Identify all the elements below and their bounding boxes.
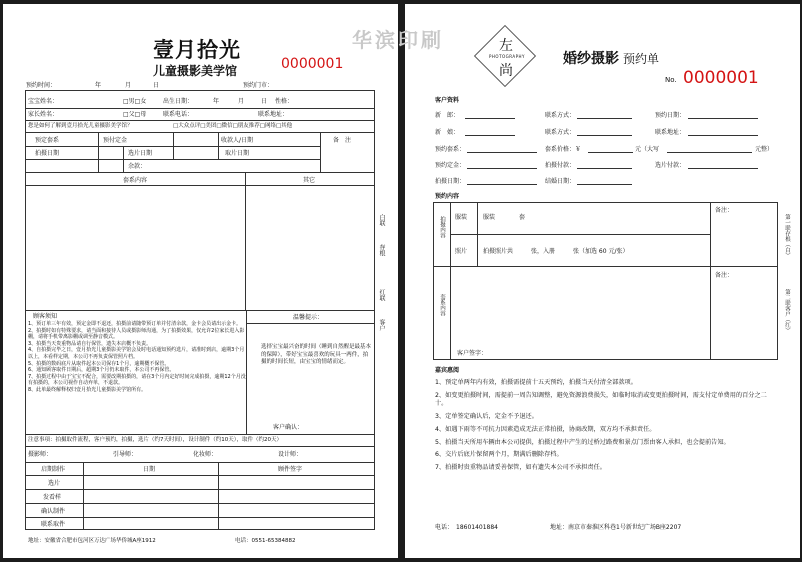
note-item: 1、预订单三年有效，预定金即不退还，拍摄前请随带预订单并付清余款，金卡会员请出示金卡。 xyxy=(28,321,242,327)
note-item: 5、拍摄的数码底片从取件起本公司保存1个月，逾期概不保管。 xyxy=(28,360,170,367)
other-label: 其它 xyxy=(303,177,316,184)
flow-row: 选片 xyxy=(48,480,61,487)
baby-name-label: 宝宝姓名： xyxy=(28,98,59,105)
footer-phone: 电话：0551-65384882 xyxy=(235,538,296,544)
rule-item: 5、拍摄当天所用车辆由本公司提供，拍摄过程中产生的过桥过路费和景点门票由客人承担，也会提前告知。 xyxy=(435,438,730,446)
year-label: 年 xyxy=(95,82,102,89)
pickup-date-label: 取片日期 xyxy=(225,150,250,157)
price-unit-2: 元整） xyxy=(755,146,774,153)
wedding-date-label: 结婚日期： xyxy=(545,178,576,185)
note-item: 8、此单最终解释权归壹月拾光儿童摄影美学馆所有。 xyxy=(28,386,147,393)
assistant-label: 引导师： xyxy=(113,451,138,458)
content-section: 预约内容 xyxy=(435,193,460,200)
pkg-content-label: 套系内容 xyxy=(439,294,445,316)
rule-item: 4、如遇下雨等不可抗力因素造成无法正常拍摄，协商改期，双方均不承担责任。 xyxy=(435,425,656,433)
photographer-label: 摄影师： xyxy=(28,451,53,458)
side-label: 白联 xyxy=(378,214,385,226)
rule-item: 2、如变更拍摄时间，需提前一周告知调整，避免资源浪费损失，如临时取消或变更拍摄时间，需支付定单费用的百分之二十。 xyxy=(435,391,767,408)
notes-label-2: 备注： xyxy=(715,272,734,279)
contact-label-1: 联系方式： xyxy=(545,112,576,119)
no-label: No. xyxy=(665,76,677,84)
nature-label: 性格： xyxy=(275,98,294,105)
package-price-label: 套系价格：￥ xyxy=(545,146,582,153)
customer-sign-label: 客户签字： xyxy=(457,350,488,357)
note-item: 2、拍摄时如有特殊要求，请当面和接待人员或摄影师沟通，为了拍摄效果，仅允许2位家长进入影棚，请将手机带离影棚或调至静音模式。 xyxy=(28,327,245,341)
tips-title: 温馨提示： xyxy=(293,314,324,321)
package-label: 预约套系： xyxy=(435,146,466,153)
shoot-pay-label: 拍摄付款： xyxy=(545,162,576,169)
receiver-label: 收款人/日期 xyxy=(221,137,254,144)
note-item: 7、拍摄过程中由于宝宝不配合，需要改期拍摄的，请在3个月内定好时间完成拍摄，逾期12个月没有拍摄的，本公司视作自动弃单，不退款。 xyxy=(28,373,246,387)
rule-item: 6、交片后底片保留两个月，期满后删除存档。 xyxy=(435,451,563,459)
package-label: 预定套系 xyxy=(35,137,60,144)
flow-row: 确认制件 xyxy=(41,508,66,515)
brand-logo: 壹月拾光 xyxy=(153,38,241,62)
deposit-label: 预付定金 xyxy=(103,137,128,144)
left-form-page: 壹月拾光 儿童摄影美学馆 0000001 预约时间： 年 月 日 预约门市： 宝宝姓名： □男□女 出生日期： 年 月 日 性格： 家长姓名： □父□母 联系电话： 联系地址： 您是如何了解到壹月拾光儿童摄影美学馆？ □大众点评□美团□微信□朋友推荐□网络□其他 预定套系 预付定金 收款人/日期 备 注 拍摄日期 选片日期 取片日期 余款： 套系内容 其它 顾客须知 1、预订单三年有效，预定金即不退还，拍摄前请随带预订单并付清余款，金卡会员请出示金卡。 2、拍摄时如有特殊要求，请当面和接待人员或摄影师沟通，为了拍摄效果，仅允许2位家长进入影棚，请将手机带离影棚或调至静音模式。 3、拍摄当天贵重物品请自行保管，遗失本店概不负责。 4、自拍摄完毕之日，壹月拾光儿童摄影美学馆会及时电话通知预约选片，请准时到店，逾期3个月以上，本看样定期，本公司不再负责保管照片档。 5、拍摄的数码底片从取件起本公司保存1个月，逾期概不保管。 6、通知顾客取件日期后，超期3个月仍未取件，本公司不再保管。 7、拍摄过程中由于宝宝不配合，需要改期拍摄的，请在3个月内定好时间完成拍摄，逾期12个月没有拍摄的，本公司视作自动弃单，不退款。 8、此单最终解释权归壹月拾光儿童摄影美学馆所有。 温馨提示： 选择宝宝最兴奋的时间（睡到自然醒是最基本的保障），带好宝宝最喜欢的玩具一两件，拍摄的时间长短，由宝宝的情绪而定。 客户确认： 注意事项：拍摄取件流程，客户预约，拍摄，选片（约7天时间），设计制件（约10天），取件（约20天） 摄影师： 引导师： 化妆师： 设计师： 启期制作 日期 顾件签字 选片 发看样 确认制件 联系取件 地址：安徽省合肥市包河区万达广场华侨城A座1912 电话：0551-65384882 白联 存根 红联 客户 xyxy=(3,4,398,558)
how-know-options[interactable]: □大众点评□美团□微信□朋友推荐□网络□其他 xyxy=(173,123,293,129)
footer-address: 地址：安徽省合肥市包河区万达广场华侨城A座1912 xyxy=(28,538,156,544)
rule-item: 1、预定单两年内有效，拍摄需提前十五天预约，拍摄当天付清全部款项。 xyxy=(435,379,637,386)
notes-label-1: 备注： xyxy=(715,207,734,214)
designer-label: 设计师： xyxy=(278,451,303,458)
side-label: 红联 xyxy=(378,289,385,301)
balance-label: 余款： xyxy=(128,163,147,170)
address-label: 联系地址： xyxy=(258,111,289,118)
customer-notes xyxy=(28,321,246,394)
makeup-label: 化妆师： xyxy=(193,451,218,458)
shoot-content-label: 拍摄内容 xyxy=(439,216,445,238)
content-table xyxy=(433,202,778,360)
process-note: 注意事项：拍摄取件流程，客户预约，拍摄，选片（约7天时间），设计制件（约10天），取件（约20天） xyxy=(28,437,282,443)
remark-label: 备 注 xyxy=(333,137,352,144)
bride-label: 新 娘： xyxy=(435,129,460,136)
gender-checkbox[interactable]: □男□女 xyxy=(123,98,147,105)
address-label: 联系地址： xyxy=(655,129,686,136)
price-unit: 元（大写 xyxy=(635,146,660,153)
side-label-2: 第二联客户（红） xyxy=(784,289,790,333)
form-number: 0000001 xyxy=(281,56,344,72)
contact-label-2: 联系方式： xyxy=(545,129,576,136)
footer-address: 地址：南京市秦淮区科巷1号新世纪广场B座2207 xyxy=(550,524,682,531)
rule-item: 3、定单签定确认后，定金不予退还。 xyxy=(435,413,538,421)
warm-section: 嘉宾惠阅 xyxy=(435,367,460,374)
side-label-1: 第一联存根（白） xyxy=(784,214,790,258)
brand-subtitle: 儿童摄影美学馆 xyxy=(153,64,238,78)
side-label: 客户 xyxy=(378,319,385,331)
appt-date-label: 预约日期： xyxy=(655,112,686,119)
right-form-page xyxy=(405,4,800,558)
note-item: 3、拍摄当天贵重物品请自行保管，遗失本店概不负责。 xyxy=(28,340,152,347)
pkg-content-label: 套系内容 xyxy=(123,177,148,184)
select-pay-label: 选片付款： xyxy=(655,162,686,169)
title-rest: 预约单 xyxy=(623,52,660,66)
flow-head-3: 顾件签字 xyxy=(278,466,303,473)
flow-row: 联系取件 xyxy=(41,521,66,528)
flow-head-1: 启期制作 xyxy=(41,466,66,473)
watermark: 华滨印刷 xyxy=(352,28,444,52)
rules-list xyxy=(435,379,775,477)
seal-text: PHOTOGRAPHY xyxy=(489,54,525,59)
flow-head-2: 日期 xyxy=(143,466,156,473)
footer-phone: 电话： 18601401884 xyxy=(435,524,498,531)
photos-label: 照片 xyxy=(455,248,468,255)
note-item: 4、自拍摄完毕之日，壹月拾光儿童摄影美学馆会及时电话通知预约选片，请准时到店，逾期3个月以上，本看样定期，本公司不再负责保管照片档。 xyxy=(28,347,245,360)
seal-char-top: 左 xyxy=(499,38,513,54)
customer-confirm-label: 客户确认： xyxy=(273,424,304,431)
groom-label: 新 郎： xyxy=(435,112,460,119)
select-date-label: 选片日期 xyxy=(128,150,153,157)
title-bold: 婚纱摄影 xyxy=(563,51,619,67)
rule-item: 7、拍摄时贵重物品请妥善保管，如有遗失本公司不承担责任。 xyxy=(435,463,606,471)
tips-text: 选择宝宝最兴奋的时间（睡到自然醒是最基本的保障），带好宝宝最喜欢的玩具一两件，拍摄的时间长短，由宝宝的情绪而定。 xyxy=(261,344,372,365)
notes-title: 顾客须知 xyxy=(33,313,58,320)
birth-label: 出生日期： xyxy=(163,98,194,105)
relation-checkbox[interactable]: □父□母 xyxy=(123,111,147,118)
shoot-date-label: 拍摄日期： xyxy=(435,178,466,185)
deposit-label: 预约定金： xyxy=(435,162,466,169)
appt-time-label: 预约时间： xyxy=(26,82,57,89)
shoot-date-label: 拍摄日期 xyxy=(35,150,60,157)
parent-name-label: 家长姓名： xyxy=(28,111,59,118)
how-know-label: 您是如何了解到壹月拾光儿童摄影美学馆？ xyxy=(28,123,133,129)
appt-store-label: 预约门市： xyxy=(243,82,274,89)
day-label: 日 xyxy=(153,82,160,89)
seal-char-bottom: 尚 xyxy=(499,63,513,79)
month-label: 月 xyxy=(125,82,132,89)
note-item: 6、通知顾客取件日期后，超期3个月仍未取件，本公司不再保管。 xyxy=(28,367,175,374)
customer-section: 客户资料 xyxy=(435,97,460,104)
phone-label: 联系电话： xyxy=(163,111,194,118)
clothes-label: 服装 xyxy=(455,214,468,221)
flow-row: 发看样 xyxy=(43,494,62,501)
photos-value: 拍摄照片共 张，入册 张（加选 60 元/张） xyxy=(483,248,629,255)
clothes-value: 服装 套 xyxy=(483,214,526,221)
side-label: 存根 xyxy=(378,244,385,256)
form-number: 0000001 xyxy=(683,68,759,88)
